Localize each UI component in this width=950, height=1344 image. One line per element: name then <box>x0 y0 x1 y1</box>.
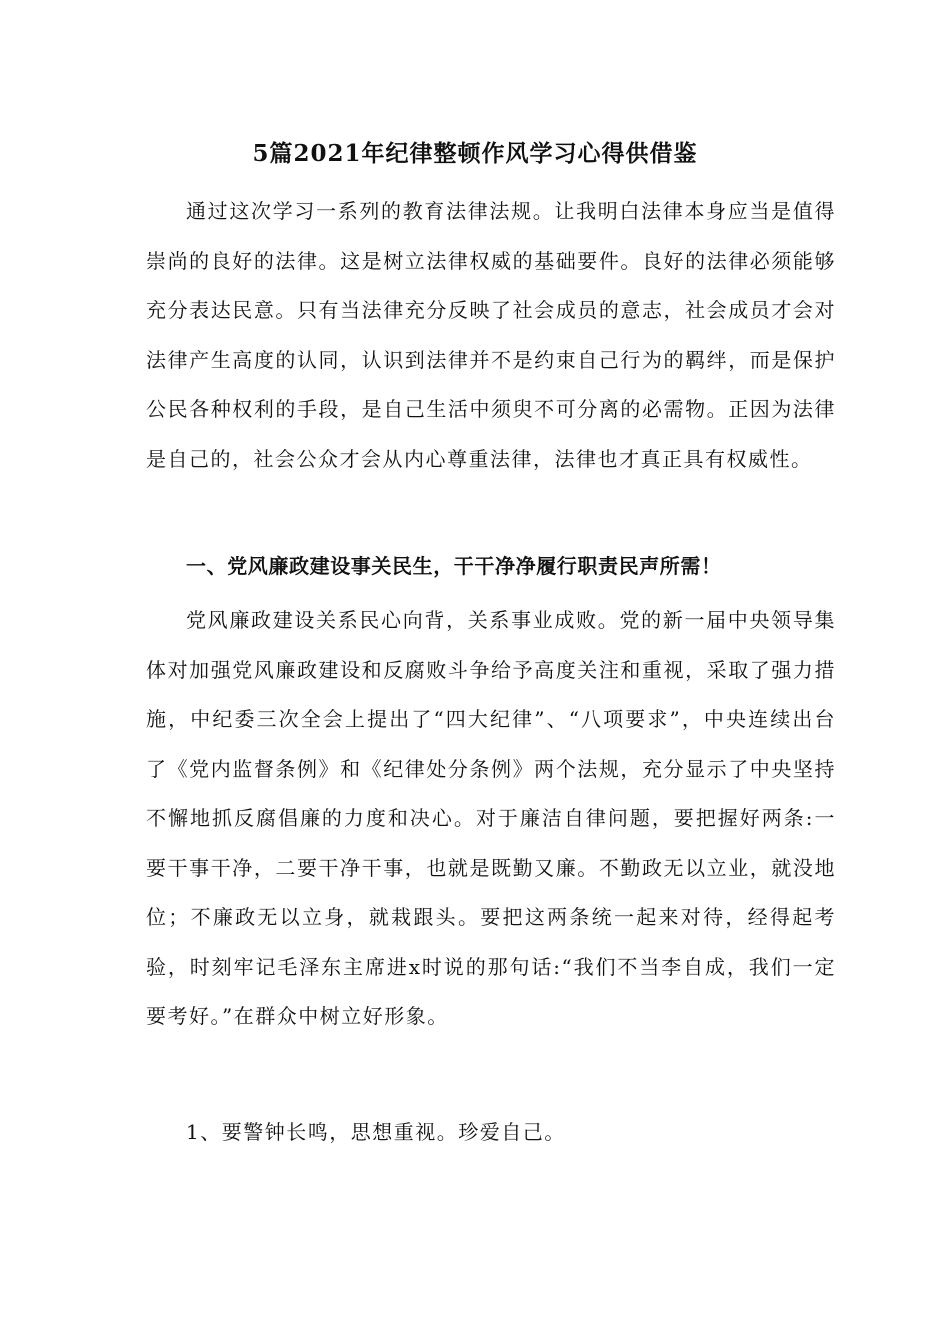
list-item: 1、要警钟长鸣，思想重视。珍爱自己。 <box>186 1120 566 1144</box>
section-paragraph: 党风廉政建设关系民心向背，关系事业成败。党的新一届中央领导集体对加强党风廉政建设和反腐败斗争给予高度关注和重视，采取了强力措施，中纪委三次全会上提出了“四大纪律”、“八项要求”，中央连续出台了《党内监督条例》和《纪律处分条例》两个法规，充分显示了中央坚持不懈地抓反腐倡廉的力度和决心。对于廉洁自律问题，要把握好两条:一要干事干净，二要干净干事，也就是既勤又廉。不勤政无以立业，就没地位；不廉政无以立身，就栽跟头。要把这两条统一起来对待，经得起考验，时刻牢记毛泽东主席进x时说的那句话:“我们不当李自成，我们一定要考好。”在群众中树立好形象。 <box>146 608 836 1028</box>
section-heading: 一、党风廉政建设事关民生，干干净净履行职责民声所需！ <box>186 554 722 578</box>
intro-paragraph: 通过这次学习一系列的教育法律法规。让我明白法律本身应当是值得崇尚的良好的法律。这是树立法律权威的基础要件。良好的法律必须能够充分表达民意。只有当法律充分反映了社会成员的意志，社会成员才会对法律产生高度的认同，认识到法律并不是约束自己行为的羁绊，而是保护公民各种权利的手段，是自己生活中须臾不可分离的必需物。正因为法律是自己的，社会公众才会从内心尊重法律，法律也才真正具有权威性。 <box>146 199 836 471</box>
document-title: 5篇2021年纪律整顿作风学习心得供借鉴 <box>252 140 698 167</box>
